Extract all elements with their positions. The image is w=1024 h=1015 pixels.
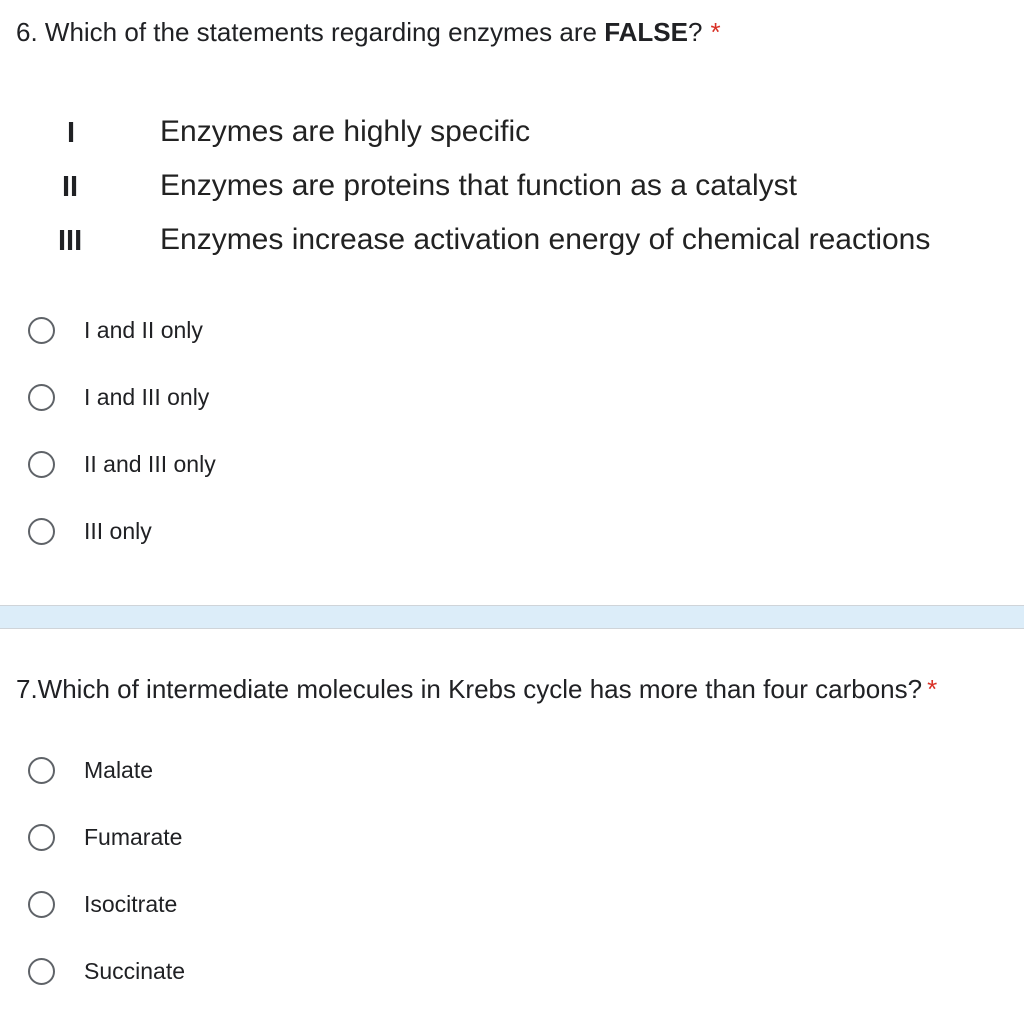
question-text: 7.Which of intermediate molecules in Krebs cycle has more than four carbons?	[16, 674, 923, 704]
radio-option[interactable]	[28, 451, 216, 478]
statement-numeral: III	[58, 225, 83, 257]
statement-text: Enzymes increase activation energy of chemical reactions	[160, 223, 931, 256]
question-7-title	[16, 674, 937, 705]
radio-button[interactable]	[28, 317, 55, 344]
radio-button[interactable]	[28, 824, 55, 851]
option-label: II and III only	[84, 451, 216, 477]
required-asterisk: *	[927, 674, 938, 704]
radio-button[interactable]	[28, 518, 55, 545]
radio-option[interactable]	[28, 518, 152, 545]
statement-text: Enzymes are proteins that function as a catalyst	[160, 169, 797, 202]
radio-button[interactable]	[28, 757, 55, 784]
option-label: Succinate	[84, 958, 186, 984]
question-mark: ?	[687, 17, 703, 47]
emphasis-text: FALSE	[604, 17, 688, 47]
radio-option[interactable]	[28, 757, 153, 784]
radio-option[interactable]	[28, 824, 182, 851]
question-6-title	[16, 17, 721, 48]
radio-option[interactable]	[28, 384, 209, 411]
radio-option[interactable]	[28, 317, 203, 344]
section-divider	[0, 605, 1024, 629]
radio-button[interactable]	[28, 451, 55, 478]
question-text: 6. Which of the statements regarding enzymes are	[16, 17, 605, 47]
radio-button[interactable]	[28, 384, 55, 411]
option-label: I and III only	[84, 384, 210, 410]
statement-numeral: I	[67, 117, 76, 149]
required-asterisk: *	[710, 17, 721, 47]
radio-button[interactable]	[28, 891, 55, 918]
radio-button[interactable]	[28, 958, 55, 985]
option-label: Fumarate	[84, 824, 183, 850]
statement-numeral: II	[62, 171, 79, 203]
radio-option[interactable]	[28, 958, 185, 985]
option-label: III only	[84, 518, 152, 544]
statement-text: Enzymes are highly specific	[160, 115, 531, 148]
radio-option[interactable]	[28, 891, 177, 918]
option-label: I and II only	[84, 317, 203, 343]
option-label: Isocitrate	[84, 891, 178, 917]
option-label: Malate	[84, 757, 154, 783]
